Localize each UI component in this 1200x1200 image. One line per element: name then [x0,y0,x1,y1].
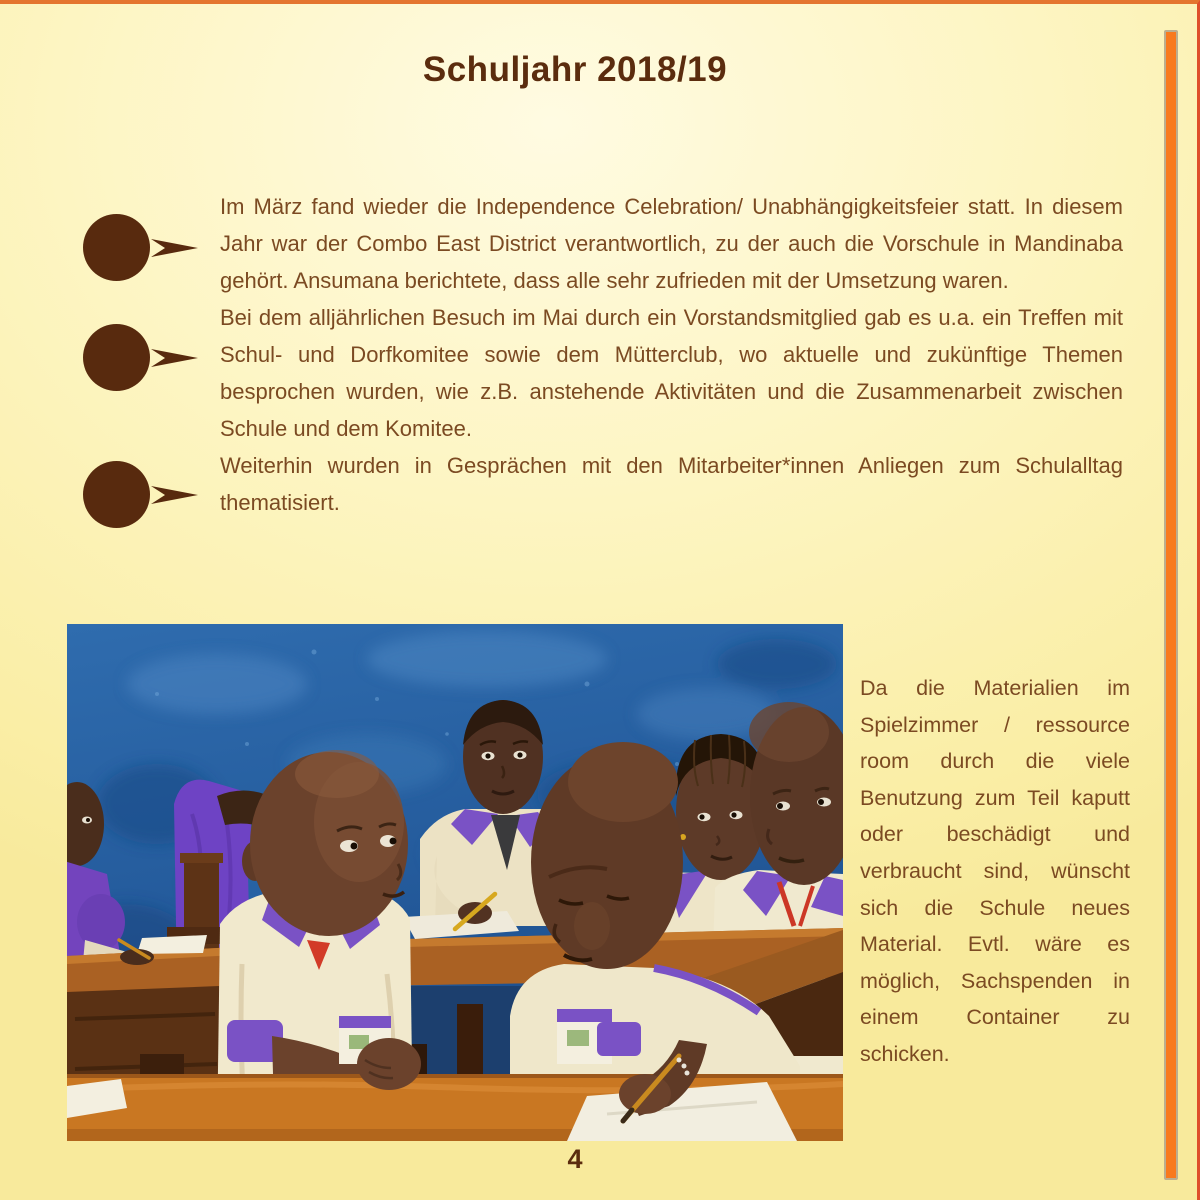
circle-bullet-icon [83,324,150,391]
front-desk [67,1074,843,1141]
bullet-paragraph: Im März fand wieder die Independence Celebration/ Unabhängigkeitsfeier statt. In diesem Jahr war der Combo East District verantwortlich, zu der auch die Vorschule in Mandinaba gehört. Ansumana berichtete, dass alle sehr zufrieden mit der Umsetzung waren. [220,194,1123,293]
circle-bullet-icon [83,461,150,528]
bullet-paragraph: Bei dem alljährlichen Besuch im Mai durch ein Vorstandsmitglied gab es u.a. ein Treffen mit Schul- und Dorfkomitee sowie dem Mütterclub, wo aktuelle und zukünftige Themen besprochen wurden, wie z.B. anstehende Aktivitäten und die Zusammenarbeit zwischen Schule und dem Komitee. [220,305,1123,441]
page-title: Schuljahr 2018/19 [422,50,728,89]
bullet-marker [83,461,193,528]
bullet-list [220,188,1123,521]
classroom-photo-illustration [67,624,843,1141]
bullet-paragraph: Weiterhin wurden in Gesprächen mit den Mitarbeiter*innen Anliegen zum Schulalltag thematisiert. [220,453,1123,515]
classroom-photo [67,624,843,1141]
bullet-marker [83,214,193,281]
arrow-dart-icon [151,347,199,369]
arrow-dart-icon [151,237,199,259]
bullet-marker [83,324,193,391]
circle-bullet-icon [83,214,150,281]
right-decorative-stripe [1164,30,1178,1180]
page-number: 4 [567,1144,583,1174]
photo-side-paragraph: Da die Materialien im Spielzimmer / ressource room durch die viele Benutzung zum Teil kaputt oder beschädigt und verbraucht sind, wünscht sich die Schule neues Material. Evtl. wäre es möglich, Sachspenden in einem Container zu schicken. [860,676,1130,1066]
arrow-dart-icon [151,484,199,506]
